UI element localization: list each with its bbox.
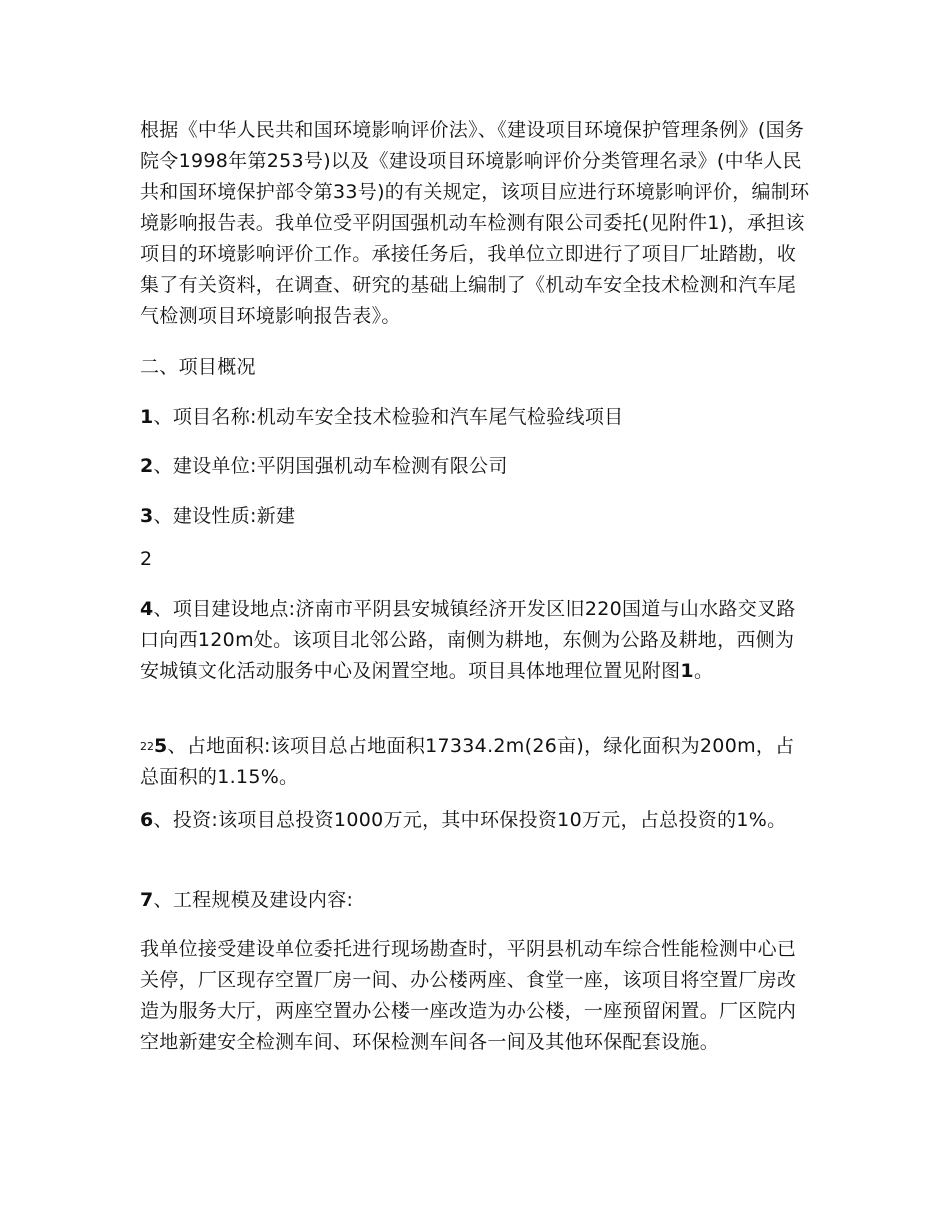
- page-number: 2: [140, 548, 153, 570]
- item-construction-unit: [140, 451, 812, 482]
- item-number: 4: [140, 598, 154, 620]
- item-construction-nature: [140, 501, 812, 532]
- item-text: 、项目建设地点:济南市平阴县安城镇经济开发区旧220国道与山水路交叉路口向西120m处。该项目北邻公路，南侧为耕地，东侧为公路及耕地，西侧为安城镇文化活动服务中心及闲置空地。项目具体地理位置见附图: [140, 598, 796, 682]
- item-text: 、建设单位:平阴国强机动车检测有限公司: [153, 455, 508, 477]
- item-text: 、建设性质:新建: [153, 505, 296, 527]
- item-project-name: [140, 402, 812, 433]
- item-number: 1: [140, 406, 154, 428]
- item-location: [140, 594, 812, 687]
- item-land-area: [140, 731, 812, 793]
- item-text: 、投资:该项目总投资1000万元，其中环保投资10万元，占总投资的1%。: [153, 809, 787, 831]
- closing-paragraph: 我单位接受建设单位委托进行现场勘查时，平阴县机动车综合性能检测中心已关停，厂区现存空置厂房一间、办公楼两座、食堂一座，该项目将空置厂房改造为服务大厅，两座空置办公楼一座改造为办公楼，一座预留闲置。厂区院内空地新建安全检测车间、环保检测车间各一间及其他环保配套设施。: [140, 938, 797, 1053]
- section-heading: 二、项目概况: [140, 356, 256, 378]
- item-text: 、项目名称:机动车安全技术检验和汽车尾气检验线项目: [153, 406, 624, 428]
- item-number: 7: [140, 889, 154, 911]
- item-scale: [140, 885, 812, 916]
- item-end: 。: [693, 660, 714, 682]
- item-number: 6: [140, 809, 154, 831]
- figure-reference: 1: [680, 660, 694, 682]
- item-investment: [140, 805, 812, 836]
- item-number: 3: [140, 505, 154, 527]
- item-text: 、工程规模及建设内容:: [153, 889, 354, 911]
- item-text: 、占地面积:该项目总占地面积17334.2m(26亩)，绿化面积为200m，占总面积的1.15%。: [140, 735, 795, 788]
- intro-paragraph: 根据《中华人民共和国环境影响评价法》、《建设项目环境保护管理条例》(国务院令1998年第253号)以及《建设项目环境影响评价分类管理名录》(中华人民共和国环境保护部令第33号)的有关规定，该项目应进行环境影响评价，编制环境影响报告表。我单位受平阴国强机动车检测有限公司委托(见附件1)，承担该项目的环境影响评价工作。承接任务后，我单位立即进行了项目厂址踏勘，收集了有关资料，在调查、研究的基础上编制了《机动车安全技术检测和汽车尾气检测项目环境影响报告表》。: [140, 119, 810, 327]
- superscript-prefix: 22: [140, 740, 154, 753]
- item-number: 5: [154, 735, 168, 757]
- item-number: 2: [140, 455, 154, 477]
